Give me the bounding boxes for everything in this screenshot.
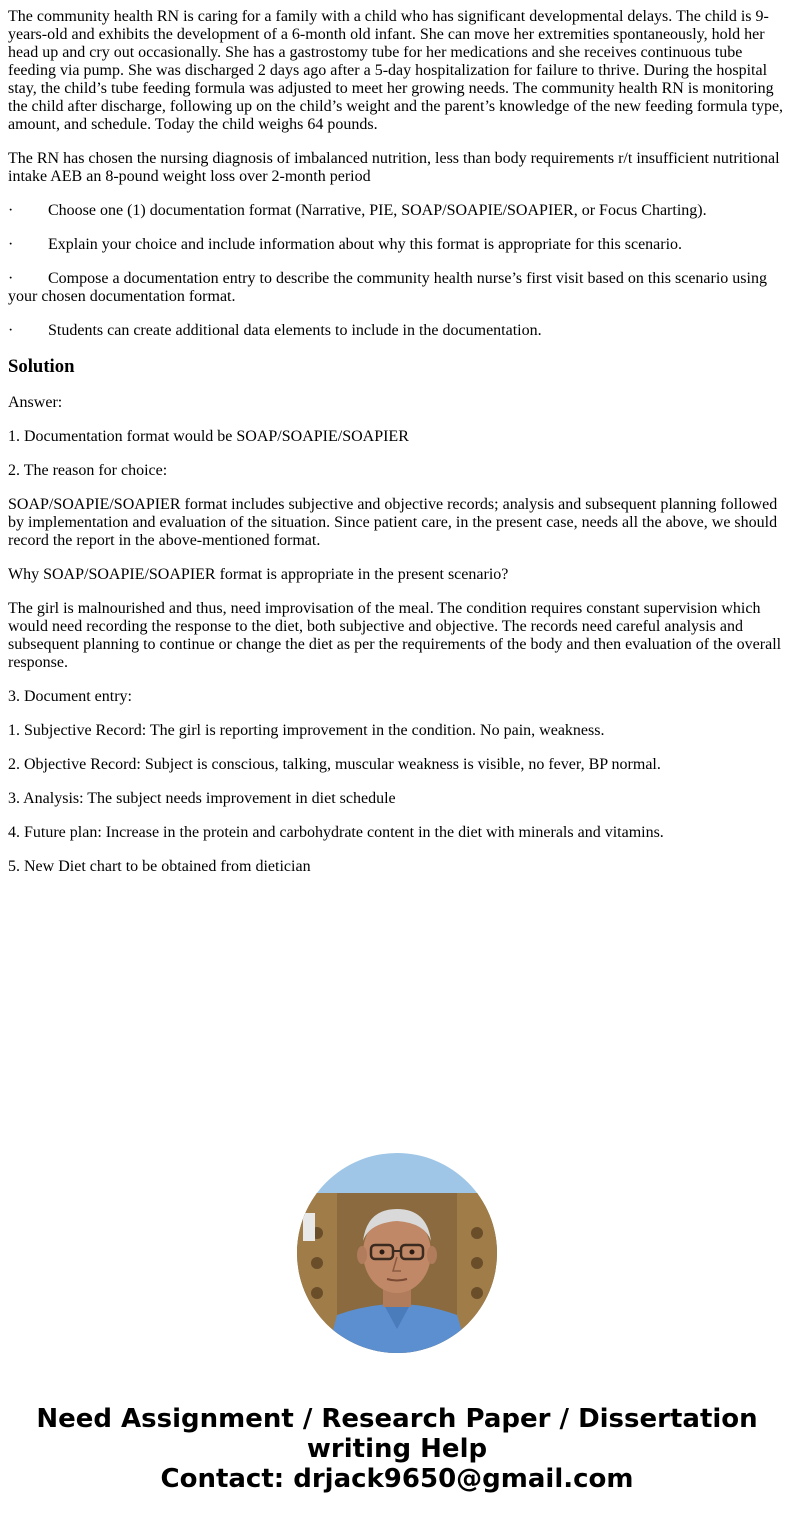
task-bullet-text: Students can create additional data elements to include in the documentation.: [48, 322, 542, 339]
bullet-dot: ·: [8, 236, 14, 253]
question-intro: The community health RN is caring for a family with a child who has significant developmental delays. The child is 9-years-old and exhibits the development of a 6-month old infant. She can move her extremities spontaneously, hold her head up and cry out occasionally. She has a gastrostomy tube for her medications and she receives continuous tube feeding via pump. She was discharged 2 days ago after a 5-day hospitalization for failure to thrive. During the hospital stay, the child’s tube feeding formula was adjusted to meet her growing needs. The community health RN is monitoring the child after discharge, following up on the child’s weight and the parent’s knowledge of the new feeding formula type, amount, and schedule. Today the child weighs 64 pounds.: [8, 8, 784, 133]
solution-analysis: 3. Analysis: The subject needs improvement in diet schedule: [8, 790, 396, 807]
task-bullet-2: [8, 236, 786, 254]
solution-subjective: 1. Subjective Record: The girl is reporting improvement in the condition. No pain, weakness.: [8, 722, 605, 739]
promo-footer: [0, 1404, 794, 1494]
task-bullet-3: [8, 270, 786, 306]
task-bullet-4: [8, 322, 786, 340]
task-bullet-1: [8, 202, 786, 220]
solution-reason-label: 2. The reason for choice:: [8, 462, 168, 479]
solution-objective: 2. Objective Record: Subject is conscious, talking, muscular weakness is visible, no fever, BP normal.: [8, 756, 661, 773]
task-bullet-text: Explain your choice and include information about why this format is appropriate for this scenario.: [48, 236, 683, 253]
document-body: [8, 8, 786, 892]
bullet-dot: ·: [8, 202, 14, 219]
solution-diet-chart: 5. New Diet chart to be obtained from dietician: [8, 858, 311, 875]
task-bullet-text: Choose one (1) documentation format (Narrative, PIE, SOAP/SOAPIE/SOAPIER, or Focus Charting).: [48, 202, 707, 219]
solution-format: 1. Documentation format would be SOAP/SOAPIE/SOAPIER: [8, 428, 409, 445]
author-photo: [297, 1153, 497, 1353]
solution-reason-text: SOAP/SOAPIE/SOAPIER format includes subjective and objective records; analysis and subsequent planning followed by implementation and evaluation of the situation. Since patient care, in the present case, needs all the above, we should record the report in the above-mentioned format.: [8, 496, 778, 549]
solution-plan: 4. Future plan: Increase in the protein and carbohydrate content in the diet with minerals and vitamins.: [8, 824, 664, 841]
promo-line-2: writing Help: [306, 1434, 488, 1464]
solution-answer-label: Answer:: [8, 394, 63, 411]
solution-heading: Solution: [8, 356, 75, 377]
promo-line-1: Need Assignment / Research Paper / Dissertation: [36, 1404, 758, 1434]
solution-why-question: Why SOAP/SOAPIE/SOAPIER format is appropriate in the present scenario?: [8, 566, 509, 583]
bullet-dot: ·: [8, 322, 14, 339]
solution-entry-label: 3. Document entry:: [8, 688, 132, 705]
bullet-dot: ·: [8, 270, 14, 287]
author-photo-illustration: [297, 1153, 497, 1353]
task-bullet-text: Compose a documentation entry to describe the community health nurse’s first visit based on this scenario using your chosen documentation format.: [8, 270, 767, 305]
solution-why-text: The girl is malnourished and thus, need improvisation of the meal. The condition requires constant supervision which would need recording the response to the diet, both subjective and objective. The records need careful analysis and subsequent planning to continue or change the diet as per the requirements of the body and then evaluation of the overall response.: [8, 600, 782, 671]
question-diagnosis: The RN has chosen the nursing diagnosis of imbalanced nutrition, less than body requirements r/t insufficient nutritional intake AEB an 8-pound weight loss over 2-month period: [8, 150, 780, 185]
promo-contact: Contact: drjack9650@gmail.com: [160, 1464, 634, 1494]
